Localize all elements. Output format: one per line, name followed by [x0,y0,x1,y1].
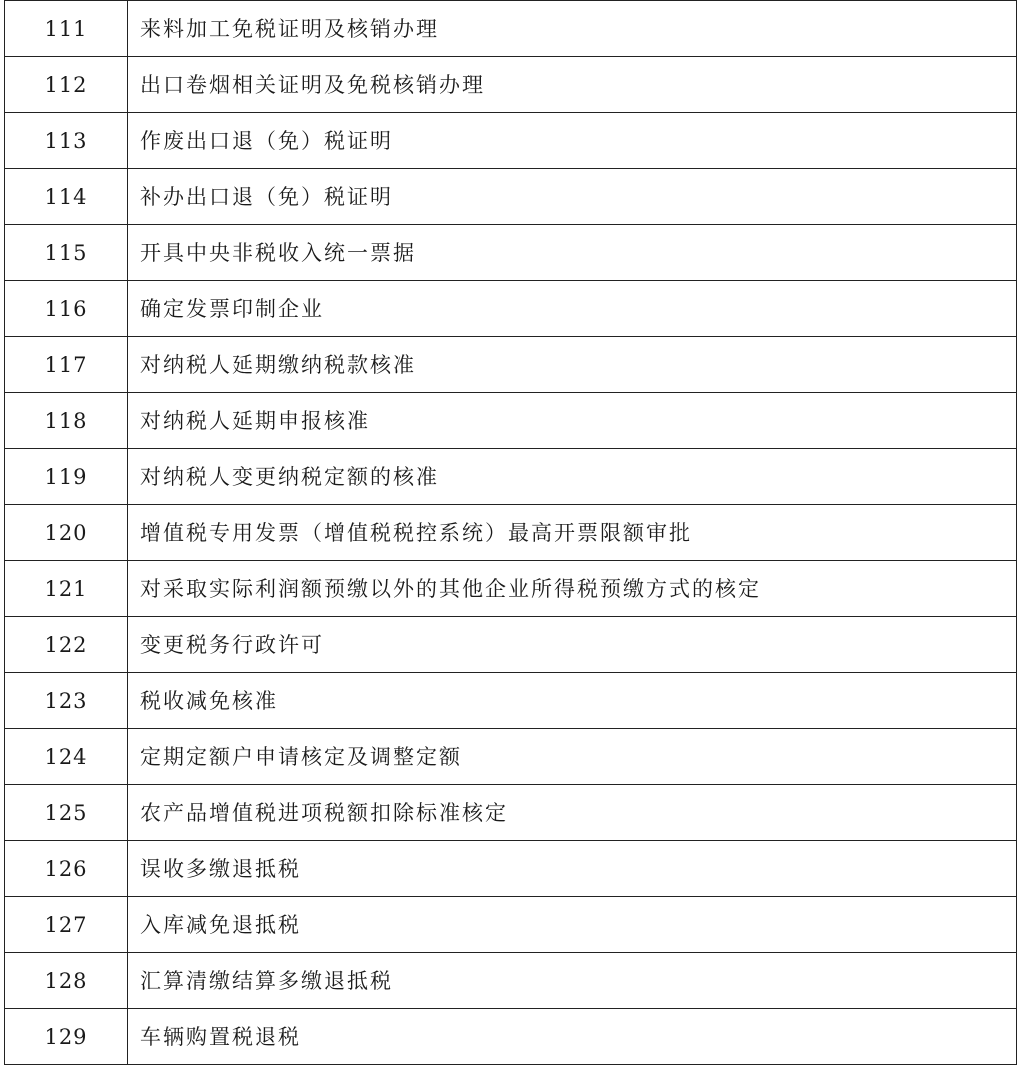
table-row [5,841,1017,897]
row-item: 确定发票印制企业 [128,281,1017,337]
row-item: 汇算清缴结算多缴退抵税 [128,953,1017,1009]
table-row [5,617,1017,673]
row-number: 112 [5,57,128,113]
row-item: 定期定额户申请核定及调整定额 [128,729,1017,785]
row-item: 对采取实际利润额预缴以外的其他企业所得税预缴方式的核定 [128,561,1017,617]
row-number: 129 [5,1009,128,1065]
row-number: 115 [5,225,128,281]
row-number: 111 [5,1,128,57]
table-row [5,897,1017,953]
row-item: 增值税专用发票（增值税税控系统）最高开票限额审批 [128,505,1017,561]
table-row [5,1,1017,57]
row-item: 作废出口退（免）税证明 [128,113,1017,169]
row-item: 农产品增值税进项税额扣除标准核定 [128,785,1017,841]
table-row [5,785,1017,841]
table-row [5,337,1017,393]
row-item: 入库减免退抵税 [128,897,1017,953]
row-item: 变更税务行政许可 [128,617,1017,673]
row-item: 税收减免核准 [128,673,1017,729]
table-row [5,561,1017,617]
table-row [5,729,1017,785]
row-number: 124 [5,729,128,785]
row-item: 对纳税人延期缴纳税款核准 [128,337,1017,393]
row-number: 113 [5,113,128,169]
row-number: 120 [5,505,128,561]
row-number: 127 [5,897,128,953]
row-number: 125 [5,785,128,841]
table-row [5,953,1017,1009]
row-number: 128 [5,953,128,1009]
table-row [5,673,1017,729]
row-number: 123 [5,673,128,729]
row-item: 误收多缴退抵税 [128,841,1017,897]
table-row [5,225,1017,281]
row-item: 对纳税人延期申报核准 [128,393,1017,449]
row-number: 114 [5,169,128,225]
row-number: 119 [5,449,128,505]
table-row [5,113,1017,169]
item-table [4,0,1017,1065]
table-row [5,281,1017,337]
row-number: 116 [5,281,128,337]
table-row [5,57,1017,113]
row-number: 126 [5,841,128,897]
row-item: 开具中央非税收入统一票据 [128,225,1017,281]
row-item: 补办出口退（免）税证明 [128,169,1017,225]
table-row [5,1009,1017,1065]
row-item: 来料加工免税证明及核销办理 [128,1,1017,57]
row-item: 车辆购置税退税 [128,1009,1017,1065]
table-row [5,169,1017,225]
row-number: 121 [5,561,128,617]
row-number: 118 [5,393,128,449]
row-item: 出口卷烟相关证明及免税核销办理 [128,57,1017,113]
table-row [5,505,1017,561]
table-row [5,449,1017,505]
row-item: 对纳税人变更纳税定额的核准 [128,449,1017,505]
row-number: 122 [5,617,128,673]
row-number: 117 [5,337,128,393]
table-row [5,393,1017,449]
